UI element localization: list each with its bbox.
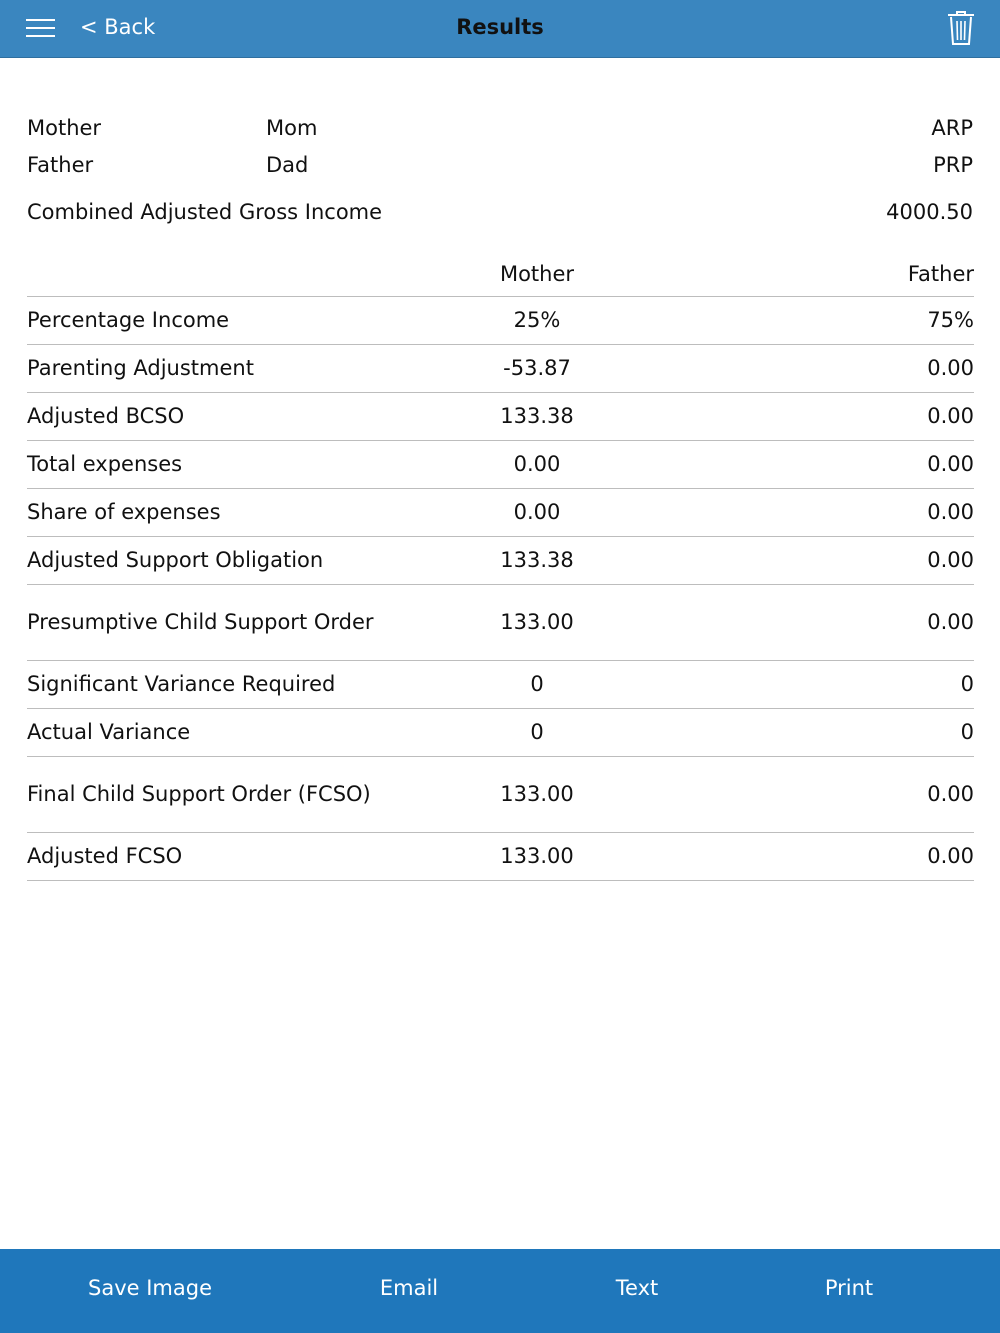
table-row [27,345,974,393]
mother-value: 133.00 [387,585,687,661]
row-label: Parenting Adjustment [27,345,387,393]
mother-value: 0 [387,709,687,757]
combined-income-value: 4000.50 [886,200,973,224]
mother-value: 133.38 [387,537,687,585]
page-title: Results [456,15,544,39]
row-label: Adjusted Support Obligation [27,537,387,585]
father-value: 0 [687,661,974,709]
table-header-row [27,251,974,297]
row-label: Percentage Income [27,297,387,345]
mother-value: 25% [387,297,687,345]
row-label: Presumptive Child Support Order [27,585,387,661]
father-code: PRP [933,153,973,177]
table-row [27,537,974,585]
table-row [27,585,974,661]
mother-value: 133.38 [387,393,687,441]
trash-icon[interactable] [946,10,976,46]
save-image-button[interactable]: Save Image [88,1276,212,1300]
row-label: Significant Variance Required [27,661,387,709]
father-value: 0.00 [687,585,974,661]
father-value: 0.00 [687,489,974,537]
row-label: Adjusted BCSO [27,393,387,441]
mother-value: 133.00 [387,833,687,881]
father-value: 75% [687,297,974,345]
row-label: Total expenses [27,441,387,489]
father-value: 0.00 [687,757,974,833]
table-row [27,757,974,833]
column-header-father: Father [687,251,974,297]
navigation-bar [0,0,1000,58]
row-label: Share of expenses [27,489,387,537]
father-value: 0 [687,709,974,757]
print-button[interactable]: Print [824,1276,874,1300]
father-value: 0.00 [687,345,974,393]
table-row [27,833,974,881]
father-value: 0.00 [687,537,974,585]
combined-income-label: Combined Adjusted Gross Income [27,200,383,224]
text-button[interactable]: Text [615,1276,659,1300]
row-label: Adjusted FCSO [27,833,387,881]
mother-value: -53.87 [387,345,687,393]
mother-value: 0 [387,661,687,709]
mother-role-label: Mother [27,116,102,140]
row-label: Final Child Support Order (FCSO) [27,757,387,833]
father-value: 0.00 [687,441,974,489]
column-header-mother: Mother [387,251,687,297]
table-row [27,489,974,537]
row-label: Actual Variance [27,709,387,757]
back-button[interactable]: < Back [80,15,156,39]
father-name: Dad [266,153,309,177]
bottom-toolbar [0,1249,1000,1333]
mother-value: 0.00 [387,489,687,537]
table-row [27,709,974,757]
father-value: 0.00 [687,833,974,881]
mother-name: Mom [266,116,318,140]
email-button[interactable]: Email [379,1276,439,1300]
table-row [27,441,974,489]
table-row [27,393,974,441]
father-role-label: Father [27,153,94,177]
mother-code: ARP [931,116,973,140]
table-row [27,661,974,709]
results-table [27,251,974,881]
father-value: 0.00 [687,393,974,441]
column-header-label [27,251,387,297]
table-row [27,297,974,345]
mother-value: 0.00 [387,441,687,489]
mother-value: 133.00 [387,757,687,833]
